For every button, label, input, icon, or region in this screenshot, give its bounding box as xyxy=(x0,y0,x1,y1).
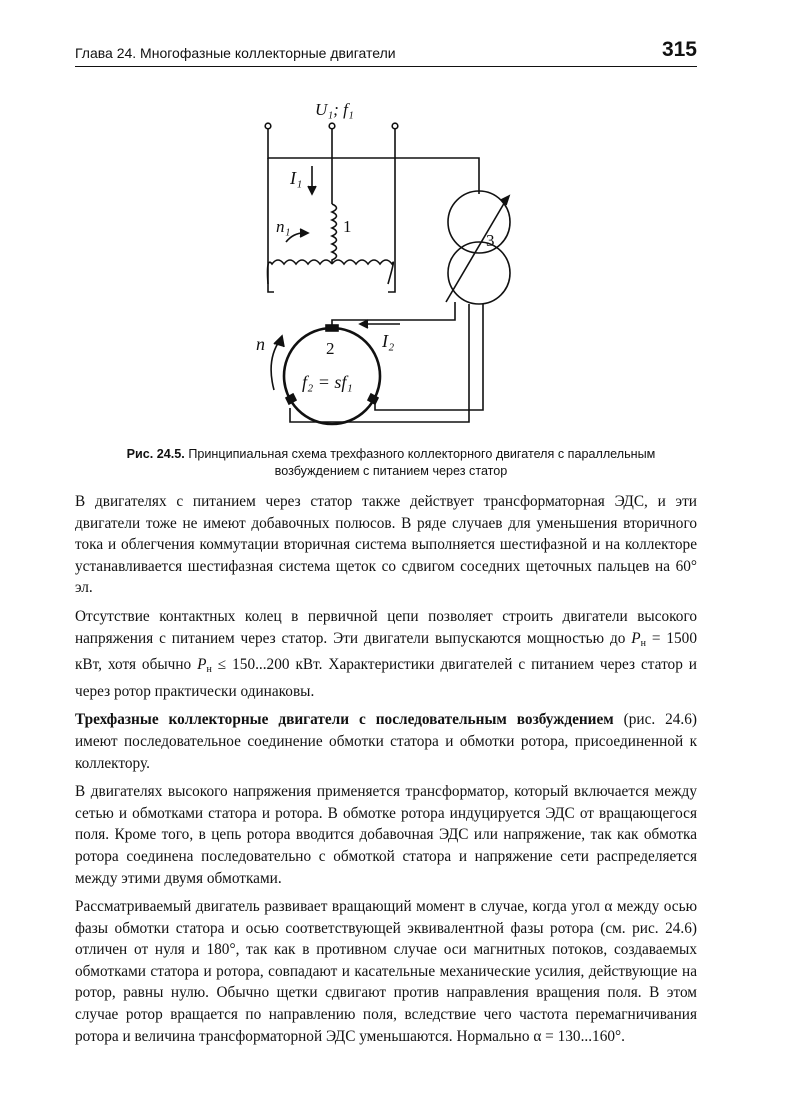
paragraph-2 xyxy=(75,606,697,702)
p2-sub-1: н xyxy=(640,637,646,649)
n1-label: n₁ xyxy=(276,217,291,236)
paragraph-5: Рассматриваемый двигатель развивает вращающий момент в случае, когда угол α между осью фазы обмотки статора и осью соответствующей эквивалентной фазы ротора (см. рис. 24.6) отличен от нуля и 180°, так как в противном случае оси магнитных потоков, создаваемых обмотками статора и ротора, совпадают и касательные механические усилия, действующие на ротор, равны нулю. Обычно щетки сдвигают против направления вращения поля. В этом случае ротор вращается по направлению поля, вследствие чего частота перемагничивания ротора и величина трансформаторной ЭДС уменьшаются. Нормально α = 130...160°. xyxy=(75,898,697,1045)
terminal-left xyxy=(265,123,271,129)
rotor-number: 2 xyxy=(326,339,335,358)
circuit-diagram xyxy=(230,92,530,428)
p3-text: (рис. 24.6) имеют последовательное соединение обмотки статора и обмотки ротора, присоединенной к коллектору. xyxy=(75,711,698,772)
caption-text: Принципиальная схема трехфазного коллекторного двигателя с параллельным возбуждением с питанием через статор xyxy=(188,447,656,478)
winding-number: 1 xyxy=(343,217,352,236)
p3-heading: Трехфазные коллекторные двигатели с последовательным возбуждением xyxy=(75,711,614,729)
brush-top xyxy=(326,325,338,331)
p2-text-b: = 1500 кВт, хотя обычно xyxy=(75,629,697,674)
current-i1-label: I₁ xyxy=(290,168,303,188)
terminal-mid xyxy=(329,123,335,129)
p2-symbol-2: P xyxy=(197,656,207,674)
paragraph-1: В двигателях с питанием через статор также действует трансформаторная ЭДС, и эти двигатели тоже не имеют добавочных полюсов. В ряде случаев для уменьшения вторичного тока и облегчения коммутации вторичная система выполняется шестифазной и на коллекторе устанавливается шестифазная система щеток со сдвигом соседних щеточных пальцев на 60° эл. xyxy=(75,493,697,597)
page-header xyxy=(75,34,697,67)
p2-text-c: ≤ 150...200 кВт. Характеристики двигателей с питанием через статор и через ротор практически одинаковы. xyxy=(75,656,697,700)
chapter-title: Глава 24. Многофазные коллекторные двигатели xyxy=(75,45,396,61)
body-text xyxy=(75,491,697,1054)
supply-label: U₁; f₁ xyxy=(315,100,354,119)
caption-label: Рис. 24.5. xyxy=(126,447,185,461)
paragraph-3 xyxy=(75,709,697,774)
paragraph-4: В двигателях высокого напряжения применяется трансформатор, который включается между сетью и обмотками статора и ротора. В обмотке ротора индуцируется ЭДС от вращающегося поля. Кроме того, в цепь ротора вводится добавочная ЭДС или напряжение, так как обмотка ротора соединена последовательно с обмоткой статора и напряжение сети распределяется между этими двумя обмотками. xyxy=(75,783,697,887)
p2-text-a: Отсутствие контактных колец в первичной цепи позволяет строить двигатели высокого напряжения с питанием через статор. Эти двигатели выпускаются мощностью до xyxy=(75,607,697,647)
transformer-upper xyxy=(448,191,510,253)
transformer-number: 3 xyxy=(486,231,495,250)
page-number: 315 xyxy=(661,38,697,61)
transformer-lower xyxy=(448,242,510,304)
p2-sub-2: н xyxy=(206,664,212,676)
terminal-right xyxy=(392,123,398,129)
figure-caption xyxy=(90,446,692,480)
rotor-speed-label: n xyxy=(256,334,265,354)
rotor-frequency: f₂ = sf₁ xyxy=(302,372,353,392)
current-i2-label: I₂ xyxy=(382,331,395,351)
p2-symbol-1: P xyxy=(631,629,641,647)
